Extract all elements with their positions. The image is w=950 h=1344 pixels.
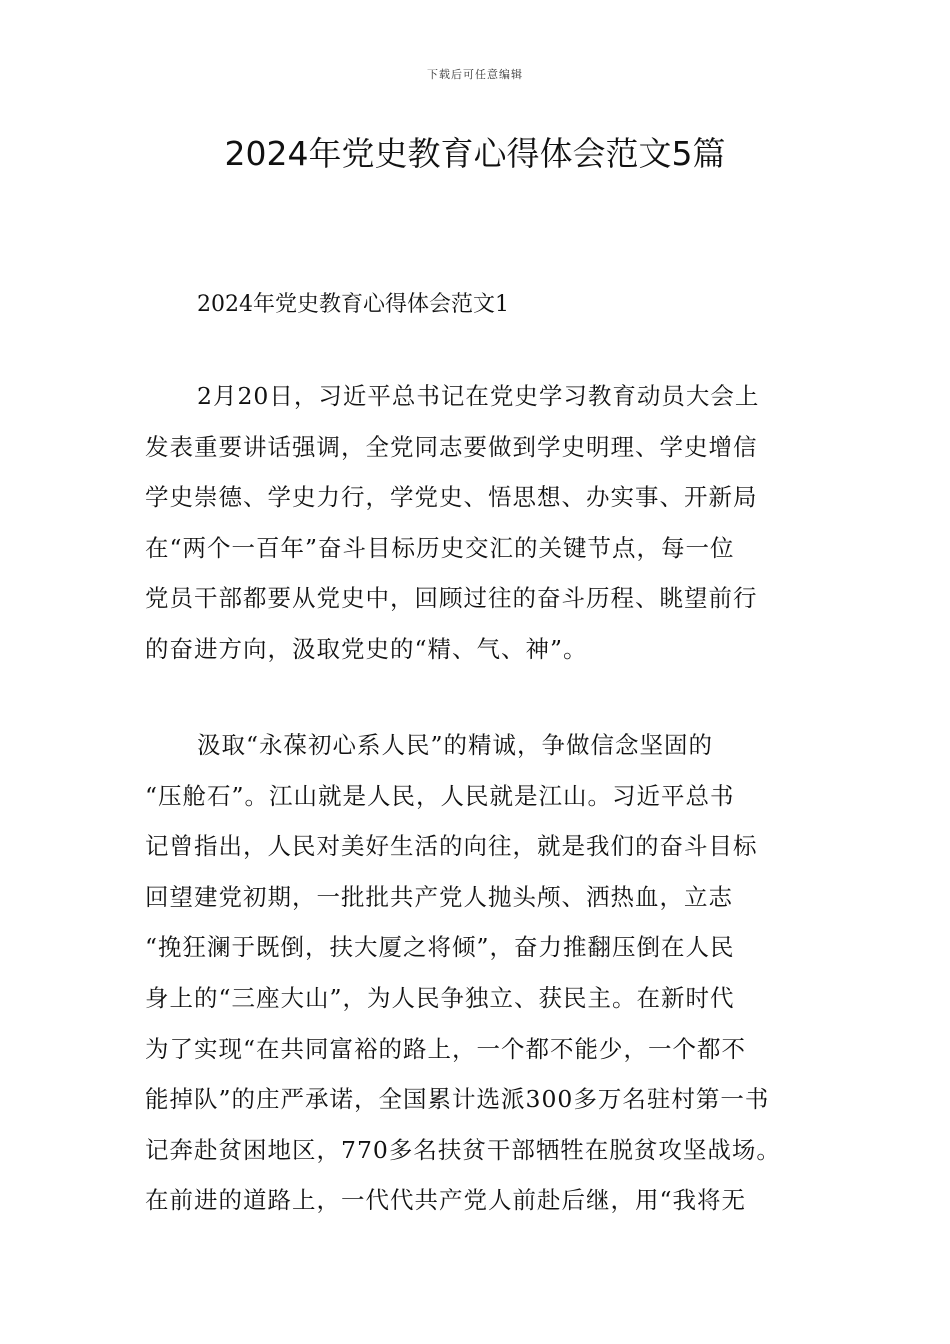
document-title: 2024年党史教育心得体会范文5篇 [224,134,726,173]
paragraph-line: 身上的“三座大山”，为人民争独立、获民主。在新时代 [145,983,735,1012]
header-note: 下载后可任意编辑 [427,68,523,81]
paragraph-line: “压舱石”。江山就是人民，人民就是江山。习近平总书 [145,781,735,810]
paragraph-line: “挽狂澜于既倒，扶大厦之将倾”，奋力推翻压倒在人民 [145,933,735,962]
paragraph-line: 在“两个一百年”奋斗目标历史交汇的关键节点，每一位 [145,533,735,562]
paragraph-line: 学史崇德、学史力行，学党史、悟思想、办实事、开新局 [145,483,758,512]
paragraph-line: 为了实现“在共同富裕的路上，一个都不能少，一个都不 [145,1034,747,1063]
paragraph-1 [145,371,810,675]
paragraph-line: 能掉队”的庄严承诺，全国累计选派300多万名驻村第一书 [145,1085,770,1114]
paragraph-line: 的奋进方向，汲取党史的“精、气、神”。 [145,634,588,663]
paragraph-line: 记曾指出，人民对美好生活的向往，就是我们的奋斗目标 [145,832,758,861]
paragraph-line: 党员干部都要从党史中，回顾过往的奋斗历程、眺望前行 [145,584,758,613]
paragraph-line: 记奔赴贫困地区，770多名扶贫干部牺牲在脱贫攻坚战场。 [145,1135,781,1164]
paragraph-line: 汲取“永葆初心系人民”的精诚，争做信念坚固的 [197,731,714,759]
paragraph-line: 发表重要讲话强调，全党同志要做到学史明理、学史增信 [145,432,758,461]
paragraph-line: 2月20日，习近平总书记在党史学习教育动员大会上 [197,382,760,410]
paragraph-line: 在前进的道路上，一代代共产党人前赴后继，用“我将无 [145,1186,747,1215]
paragraph-2 [145,720,810,1226]
section-title: 2024年党史教育心得体会范文1 [197,292,509,317]
paragraph-line: 回望建党初期，一批批共产党人抛头颅、洒热血，立志 [145,882,733,911]
